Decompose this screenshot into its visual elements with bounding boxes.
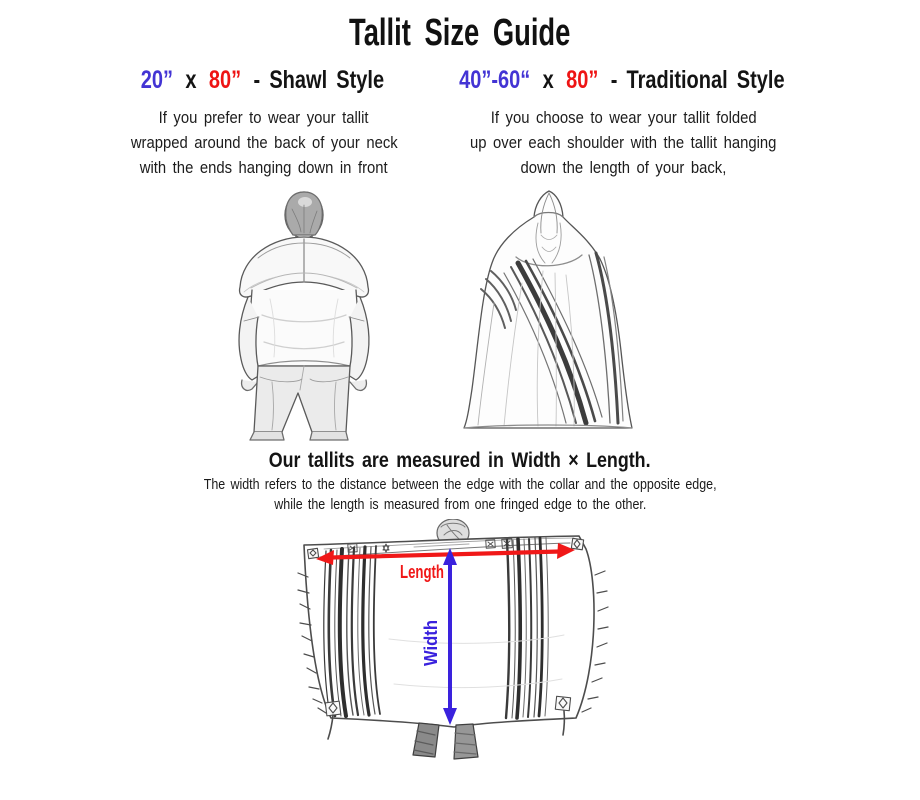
measurement-heading: Our tallits are measured in Width × Length. — [269, 449, 651, 472]
measurement-detail-line: The width refers to the distance between the edge with the collar and the opposite edge, — [203, 477, 717, 493]
man-back-shawl-illustration — [224, 187, 384, 447]
measurement-note — [0, 447, 920, 515]
shawl-width-value: 20” — [140, 66, 174, 94]
page-title: Tallit Size Guide — [349, 12, 571, 54]
shawl-description-line: wrapped around the back of your neck — [130, 134, 398, 152]
holder-legs — [413, 723, 478, 759]
shawl-description-line: If you prefer to wear your tallit — [159, 109, 369, 127]
width-label: Width — [421, 616, 441, 666]
traditional-column-header — [418, 65, 829, 95]
traditional-length-value: 80” — [566, 66, 599, 94]
man-back-traditional-illustration — [448, 183, 648, 433]
traditional-description — [418, 106, 829, 181]
traditional-width-value: 40”-60“ — [459, 66, 531, 94]
tallit-measurement-diagram — [264, 519, 644, 794]
traditional-description-line: up over each shoulder with the tallit hanging — [470, 134, 777, 152]
shawl-description-line: with the ends hanging down in front — [140, 159, 388, 177]
shawl-column-header — [110, 65, 418, 95]
traditional-description-line: If you choose to wear your tallit folded — [490, 109, 757, 127]
shawl-length-value: 80” — [208, 66, 242, 94]
measurement-heading-row — [0, 447, 920, 475]
shawl-description — [110, 106, 418, 181]
shawl-style-column — [110, 65, 418, 447]
style-columns — [110, 65, 810, 447]
traditional-style-name: - Traditional Style — [610, 66, 785, 94]
shawl-times-separator: x — [185, 66, 197, 94]
shawl-style-name: - Shawl Style — [253, 66, 385, 94]
title-row — [0, 0, 920, 55]
measurement-detail-line: while the length is measured from one fringed edge to the other. — [273, 497, 647, 513]
traditional-style-column — [418, 65, 829, 447]
traditional-times-separator: x — [542, 66, 554, 94]
measurement-detail — [0, 475, 920, 515]
length-label: Length — [400, 562, 444, 582]
spread-tallit-illustration — [264, 519, 644, 789]
traditional-description-line: down the length of your back, — [520, 159, 727, 177]
